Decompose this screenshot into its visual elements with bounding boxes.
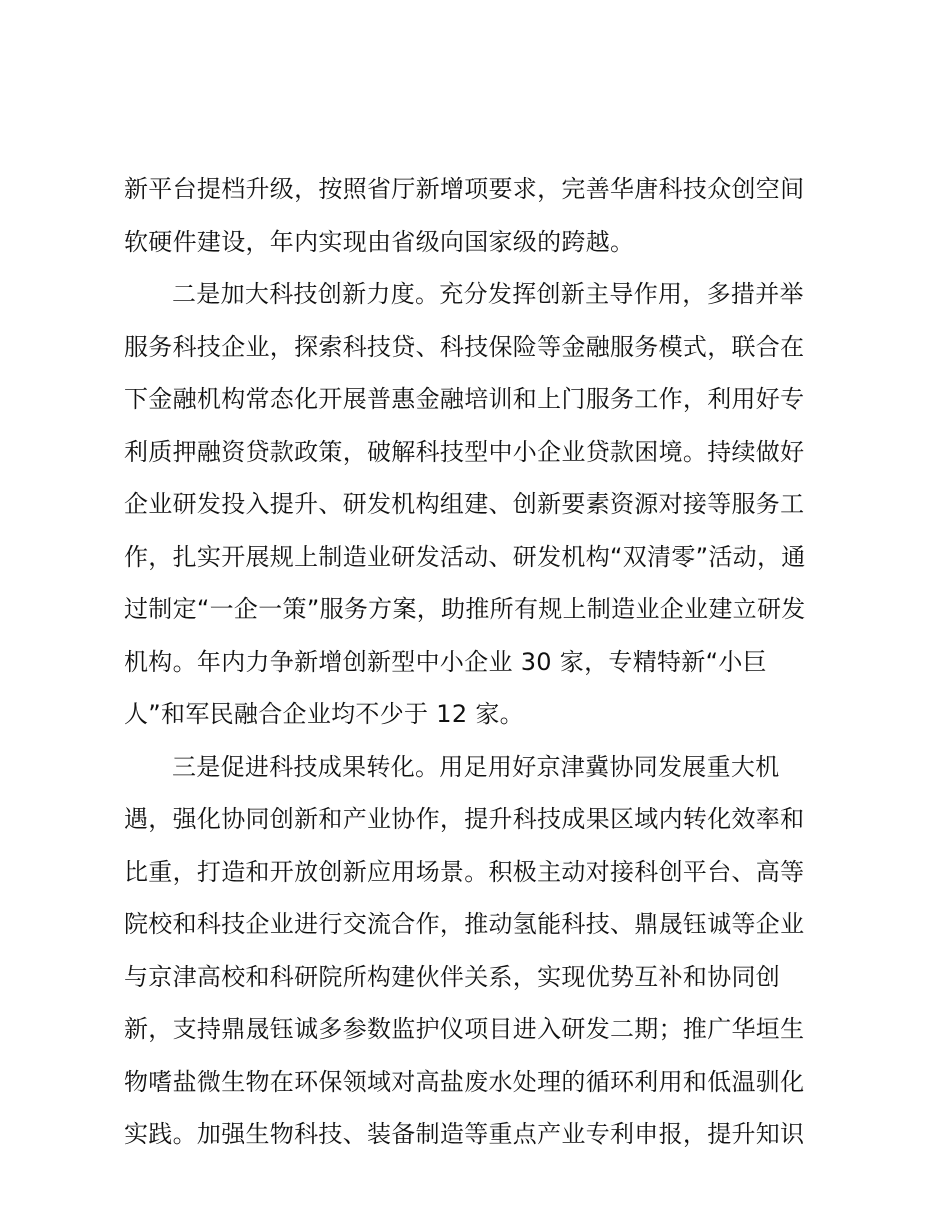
paragraph-line: 新平台提档升级，按照省厅新增项要求，完善华唐科技众创空间 [124,175,805,203]
paragraph-line: 物嗜盐微生物在环保领域对高盐废水处理的循环利用和低温驯化 [124,1067,805,1096]
paragraph-line: 利质押融资贷款政策，破解科技型中小企业贷款困境。持续做好 [124,437,805,466]
paragraph-line: 比重，打造和开放创新应用场景。积极主动对接科创平台、高等 [124,857,805,886]
paragraph-line: 下金融机构常态化开展普惠金融培训和上门服务工作，利用好专 [124,385,805,413]
paragraph-line: 人”和军民融合企业均不少于 12 家。 [124,700,524,728]
paragraph-first-line: 三是促进科技成果转化。用足用好京津冀协同发展重大机 [172,752,780,781]
document-body [124,163,826,1161]
paragraph-line: 软硬件建设，年内实现由省级向国家级的跨越。 [124,227,635,256]
paragraph-line: 遇，强化协同创新和产业协作，提升科技成果区域内转化效率和 [124,805,805,833]
paragraph-line: 过制定“一企一策”服务方案，助推所有规上制造业企业建立研发 [124,595,806,623]
paragraph-line: 服务科技企业，探索科技贷、科技保险等金融服务模式，联合在 [124,332,805,361]
paragraph-line: 新，支持鼎晟钰诚多参数监护仪项目进入研发二期；推广华垣生 [124,1015,805,1043]
paragraph-line: 与京津高校和科研院所构建伙伴关系，实现优势互补和协同创 [124,962,781,991]
paragraph-line: 院校和科技企业进行交流合作，推动氢能科技、鼎晟钰诚等企业 [124,910,805,938]
paragraph-line: 企业研发投入提升、研发机构组建、创新要素资源对接等服务工 [124,490,805,518]
paragraph-first-line: 二是加大科技创新力度。充分发挥创新主导作用，多措并举 [172,280,804,308]
paragraph-line: 实践。加强生物科技、装备制造等重点产业专利申报，提升知识 [124,1120,805,1148]
paragraph-line: 机构。年内力争新增创新型中小企业 30 家，专精特新“小巨 [124,647,767,676]
paragraph-line: 作，扎实开展规上制造业研发活动、研发机构“双清零”活动，通 [124,542,806,571]
